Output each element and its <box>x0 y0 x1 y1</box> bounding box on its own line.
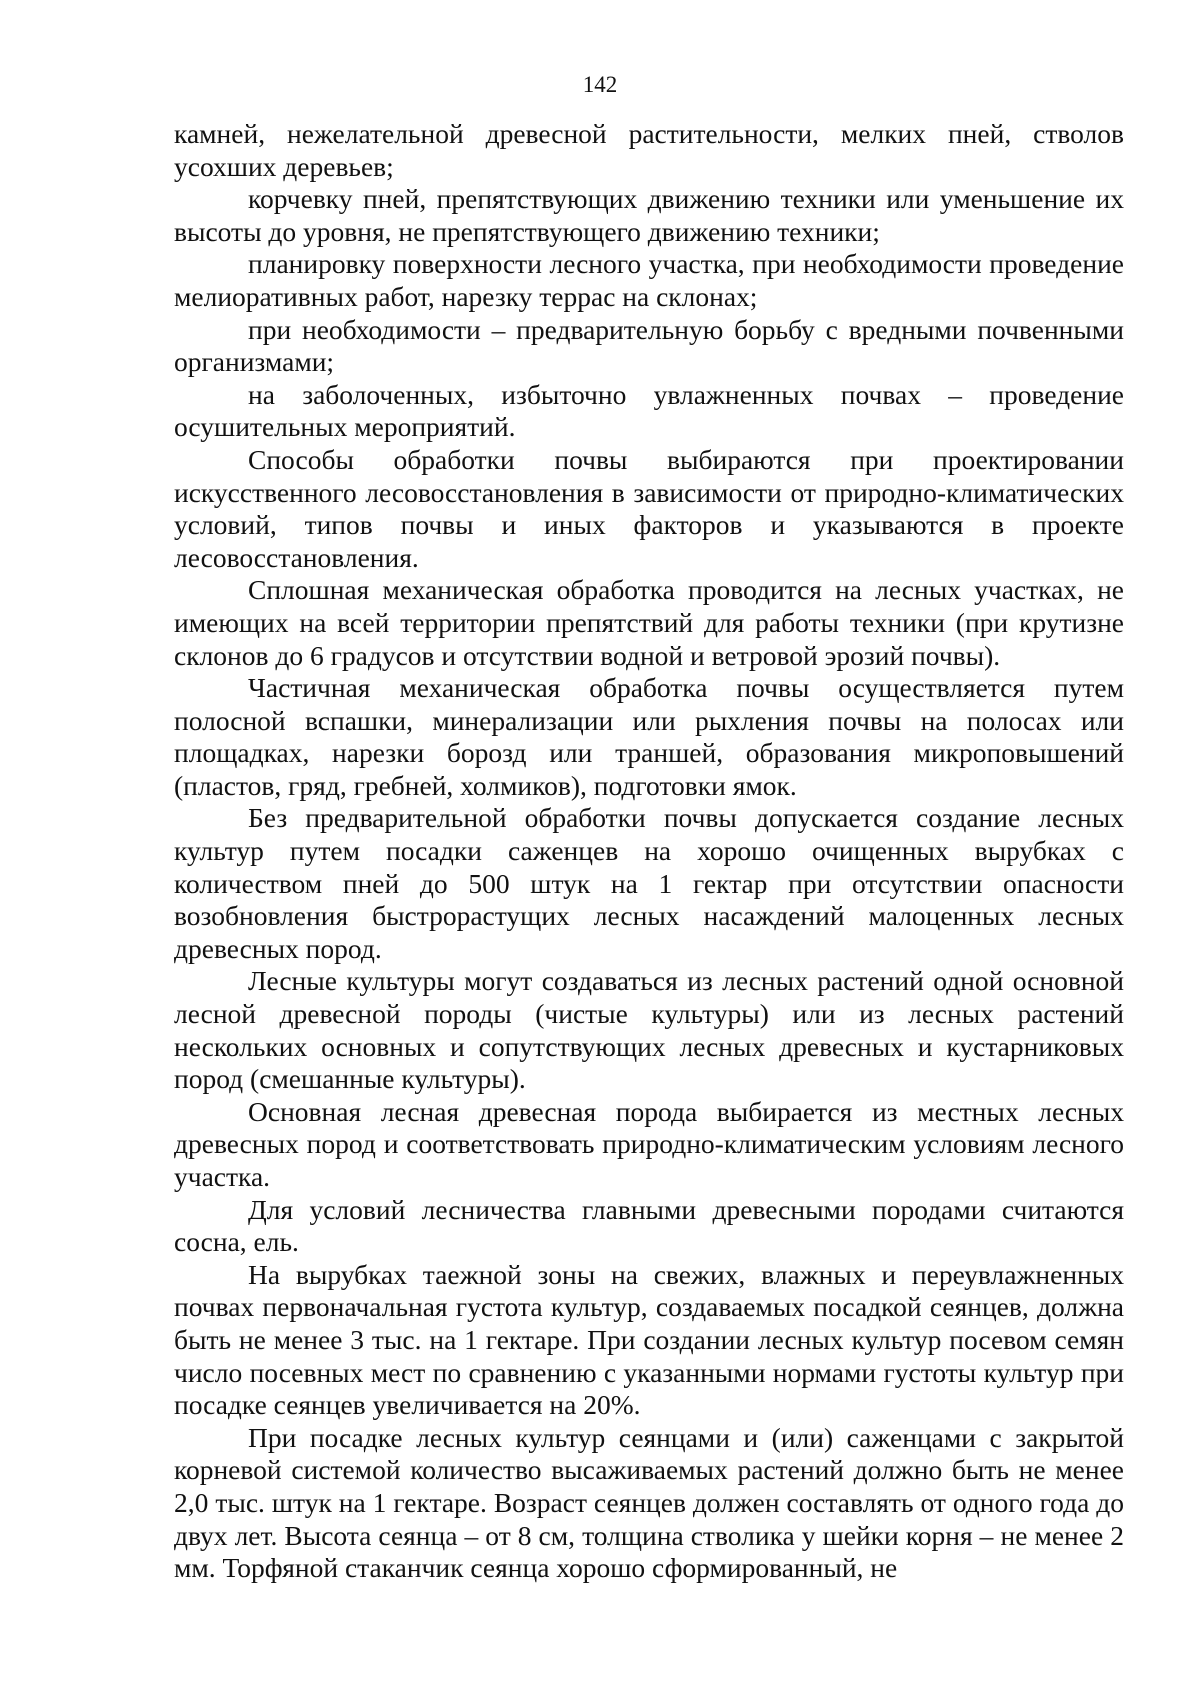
body-text <box>174 118 1124 1585</box>
paragraph-12: Для условий лесничества главными древесными породами считаются сосна, ель. <box>174 1193 1124 1258</box>
paragraph-11: Основная лесная древесная порода выбирается из местных лесных древесных пород и соответствовать природно-климатическим условиям лесного участка. <box>174 1095 1124 1192</box>
paragraph-9: Без предварительной обработки почвы допускается создание лесных культур путем посадки саженцев на хорошо очищенных вырубках с количеством пней до 500 штук на 1 гектар при отсутствии опасности возобновления быстрорастущих лесных насаждений малоценных лесных древесных пород. <box>174 802 1124 964</box>
page-number: 142 <box>582 72 618 97</box>
paragraph-4: при необходимости – предварительную борьбу с вредными почвенными организмами; <box>174 313 1124 378</box>
paragraph-14: При посадке лесных культур сеянцами и (или) саженцами с закрытой корневой системой количество высаживаемых растений должно быть не менее 2,0 тыс. штук на 1 гектаре. Возраст сеянцев должен составлять от одного года до двух лет. Высота сеянца – от 8 см, толщина стволика у шейки корня – не менее 2 мм. Торфяной стаканчик сеянца хорошо сформированный, не <box>174 1421 1124 1584</box>
paragraph-5: на заболоченных, избыточно увлажненных почвах – проведение осушительных мероприятий. <box>174 378 1124 443</box>
paragraph-7: Сплошная механическая обработка проводится на лесных участках, не имеющих на всей территории препятствий для работы техники (при крутизне склонов до 6 градусов и отсутствии водной и ветровой эрозий почвы). <box>174 574 1124 671</box>
paragraph-6: Способы обработки почвы выбираются при проектировании искусственного лесовосстановления в зависимости от природно-климатических условий, типов почвы и иных факторов и указываются в проекте лесовосстановления. <box>174 443 1124 573</box>
paragraph-2: корчевку пней, препятствующих движению техники или уменьшение их высоты до уровня, не препятствующего движению техники; <box>174 183 1124 247</box>
paragraph-8: Частичная механическая обработка почвы осуществляется путем полосной вспашки, минерализации или рыхления почвы на полосах или площадках, нарезки борозд или траншей, образования микроповышений (пластов, гряд, гребней, холмиков), подготовки ямок. <box>174 672 1124 801</box>
paragraph-13: На вырубках таежной зоны на свежих, влажных и переувлажненных почвах первоначальная густота культур, создаваемых посадкой сеянцев, должна быть не менее 3 тыс. на 1 гектаре. При создании лесных культур посевом семян число посевных мест по сравнению с указанными нормами густоты культур при посадке сеянцев увеличивается на 20%. <box>174 1258 1124 1421</box>
paragraph-10: Лесные культуры могут создаваться из лесных растений одной основной лесной древесной породы (чистые культуры) или из лесных растений нескольких основных и сопутствующих лесных древесных и кустарниковых пород (смешанные культуры). <box>174 965 1124 1095</box>
paragraph-3: планировку поверхности лесного участка, при необходимости проведение мелиоративных работ, нарезку террас на склонах; <box>174 248 1124 312</box>
paragraph-1: камней, нежелательной древесной растительности, мелких пней, стволов усохших деревьев; <box>174 118 1124 182</box>
